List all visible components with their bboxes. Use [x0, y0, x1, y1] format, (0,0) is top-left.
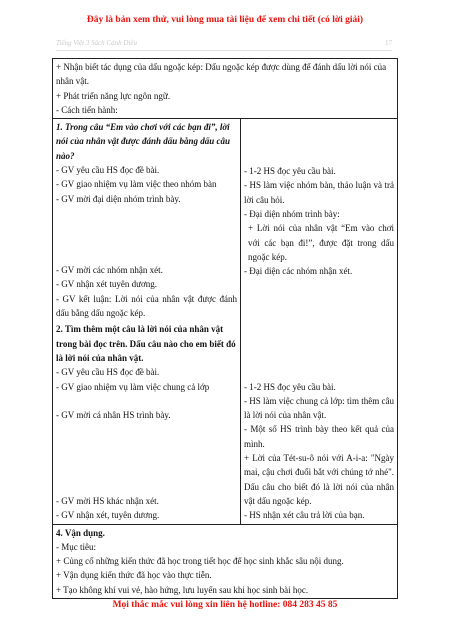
student-step: - 1-2 HS đọc yêu cầu bài.	[244, 166, 336, 177]
header-book-title: Tiếng Việt 3 Sách Cánh Diều	[56, 39, 137, 47]
teacher-step: - GV nhận xét, tuyên dương.	[56, 510, 160, 521]
section-2-title: 2. Tìm thêm một câu là lời nói của nhân vật trong bài đọc trên. Dấu câu nào cho em biết đó là lời nói của nhân vật.	[56, 324, 236, 363]
teacher-step: - GV nhận xét tuyên dương.	[56, 279, 157, 290]
student-step: + Lời của Tét-su-ô nói với A-i-a: "Ngày mai, cậu chơi đuổi bắt với chúng tớ nhé". Dấu câu cho biết đó là lời nói của nhân vật dấu ngoặc kép.	[244, 453, 394, 506]
header-page-number: 17	[385, 39, 392, 47]
hotline-banner: Mọi thắc mắc vui lòng xin liên hệ hotline: 084 283 45 85	[112, 600, 338, 610]
section-4-line: + Củng cố những kiến thức đã học trong tiết học để học sinh khắc sâu nội dung.	[56, 556, 344, 567]
teacher-step: - GV mời đại diện nhóm trình bày.	[56, 193, 181, 204]
intro-cell	[53, 59, 397, 118]
student-step: - Đại diện các nhóm nhận xét.	[244, 266, 353, 277]
preview-banner: Đây là bản xem thử, vui lòng mua tài liệu để xem chi tiết (có lời giải)	[86, 15, 364, 25]
section-4-line: + Vận dụng kiến thức đã học vào thực tiễn.	[56, 570, 212, 581]
student-step: - Một số HS trình bày theo kết quả của mình.	[244, 424, 394, 449]
lesson-table	[52, 58, 398, 599]
section-1-row	[53, 118, 397, 321]
section-2-row	[53, 321, 397, 523]
section-4-title: 4. Vận dụng.	[56, 527, 105, 538]
section-4-row	[53, 524, 397, 598]
student-step: + Lời nói của nhân vật “Em vào chơi với các bạn đi!”, được đặt trong dấu ngoặc kép.	[248, 223, 394, 262]
intro-line: - Cách tiến hành:	[56, 104, 118, 115]
intro-line: + Phát triển năng lực ngôn ngữ.	[56, 90, 171, 101]
student-step: - HS nhận xét câu trả lời của bạn.	[244, 510, 365, 521]
section-1-teacher-column	[53, 119, 241, 321]
teacher-step: - GV giao nhiệm vụ làm việc chung cả lớp	[56, 381, 210, 392]
teacher-step: - GV yêu cầu HS đọc đề bài.	[56, 165, 160, 176]
teacher-step: - GV mời HS khác nhận xét.	[56, 495, 159, 506]
section-4-line: - Mục tiêu:	[56, 541, 96, 552]
intro-line: + Nhận biết tác dụng của dấu ngoặc kép: Dấu ngoặc kép được dùng để đánh dấu lời nói của nhân vật.	[56, 62, 387, 87]
teacher-step: - GV giao nhiệm vụ làm việc theo nhóm bàn	[56, 179, 217, 190]
student-step: - HS làm việc nhóm bàn, thảo luận và trả lời câu hỏi.	[244, 180, 394, 205]
section-1-student-column	[241, 119, 397, 321]
student-step: - Đại diện nhóm trình bày:	[244, 209, 340, 220]
section-1-title: 1. Trong câu “Em vào chơi với các bạn đi”, lời nói của nhân vật được đánh dấu bằng dấu câu nào?	[56, 122, 231, 161]
teacher-step: - GV mời cá nhân HS trình bày.	[56, 410, 171, 421]
intro-row	[53, 59, 397, 118]
page-header	[56, 38, 392, 51]
section-4-cell	[53, 525, 397, 598]
student-step: - HS làm việc chung cả lớp: tìm thêm câu là lời nói của nhân vật.	[244, 395, 394, 421]
section-4-line: + Tạo không khí vui vẻ, hào hứng, lưu luyến sau khi học sinh bài học.	[56, 584, 309, 595]
section-2-teacher-column	[53, 321, 241, 523]
student-step: - 1-2 HS đọc yêu cầu bài.	[244, 381, 336, 392]
section-2-student-column	[241, 321, 397, 523]
teacher-step: - GV kết luận: Lời nói của nhân vật được đánh dấu bằng dấu ngoặc kép.	[56, 293, 237, 319]
teacher-step: - GV yêu cầu HS đọc đề bài.	[56, 367, 160, 378]
teacher-step: - GV mời các nhóm nhận xét.	[56, 265, 163, 276]
